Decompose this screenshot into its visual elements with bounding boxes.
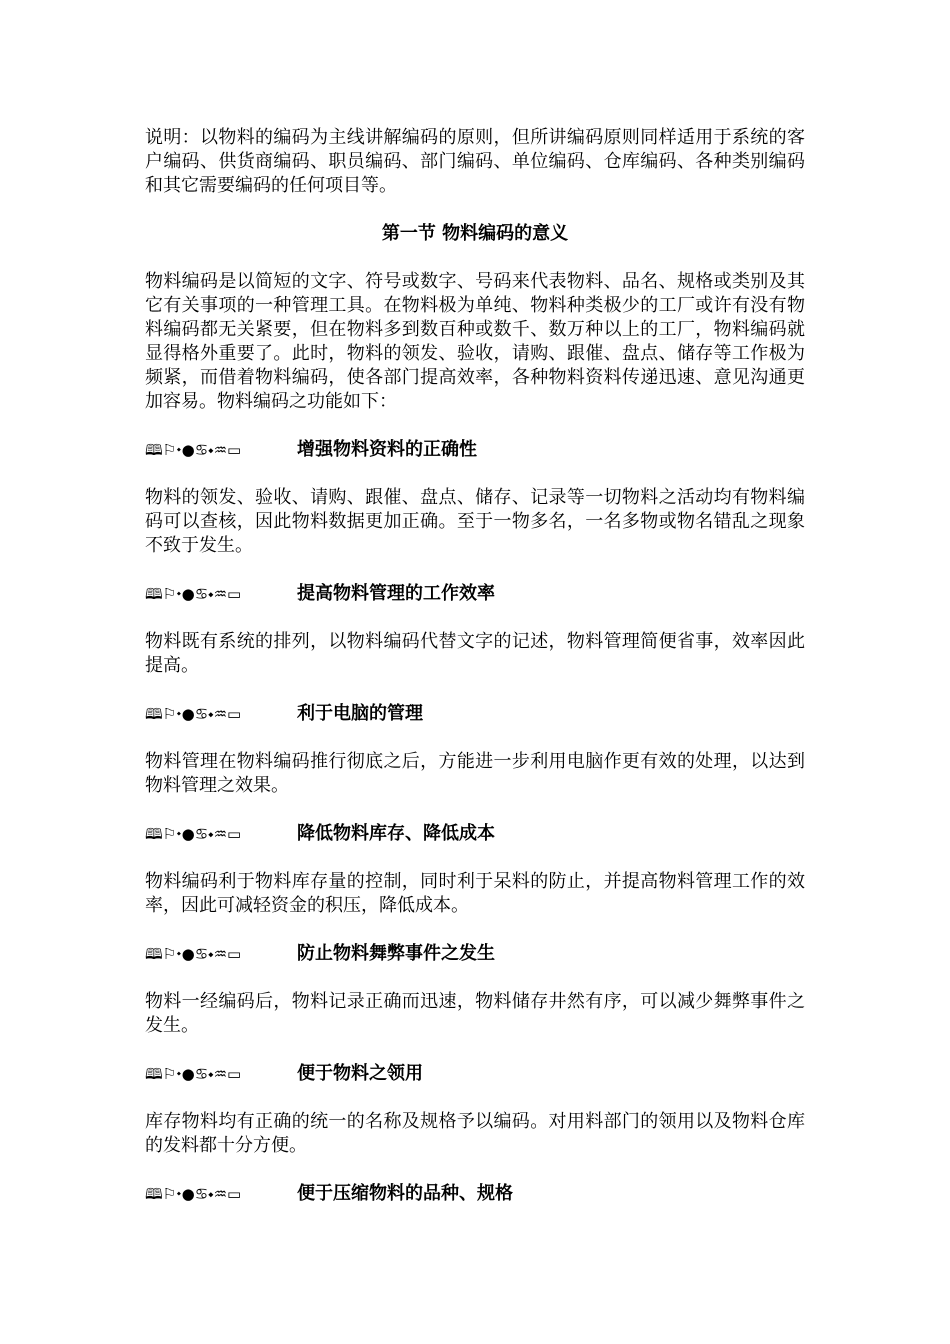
item-title: 提高物料管理的工作效率 [297, 583, 495, 604]
item-title: 降低物料库存、降低成本 [297, 823, 495, 844]
bullet-glyphs-icon: 🕮⚐⬩●♋⬩♒▭ [145, 1065, 242, 1083]
item-title: 增强物料资料的正确性 [297, 439, 477, 460]
bullet-glyphs-icon: 🕮⚐⬩●♋⬩♒▭ [145, 585, 242, 603]
section-body-paragraph: 物料编码是以简短的文字、符号或数字、号码来代表物料、品名、规格或类别及其它有关事项的一种管理工具。在物料极为单纯、物料种类极少的工厂或许有没有物料编码都无关紧要，但在物料多到数百种或数千、数万种以上的工厂，物料编码就显得格外重要了。此时，物料的领发、验收，请购、跟催、盘点、储存等工作极为频紧，而借着物料编码，使各部门提高效率，各种物料资料传递迅速、意见沟通更加容易。物料编码之功能如下： [145, 271, 805, 412]
section-title: 第一节 物料编码的意义 [381, 223, 569, 244]
document-content [145, 126, 805, 1230]
item-heading [145, 702, 805, 726]
item-title: 便于压缩物料的品种、规格 [297, 1183, 513, 1204]
bullet-glyphs-icon: 🕮⚐⬩●♋⬩♒▭ [145, 945, 242, 963]
intro-paragraph: 说明：以物料的编码为主线讲解编码的原则，但所讲编码原则同样适用于系统的客户编码、供货商编码、职员编码、部门编码、单位编码、仓库编码、各种类别编码和其它需要编码的任何项目等。 [145, 127, 805, 196]
item-heading [145, 1182, 805, 1206]
item-title: 便于物料之领用 [297, 1063, 423, 1084]
item-heading [145, 822, 805, 846]
item-body: 物料的领发、验收、请购、跟催、盘点、储存、记录等一切物料之活动均有物料编码可以查核，因此物料数据更加正确。至于一物多名，一名多物或物名错乱之现象不致于发生。 [145, 487, 805, 556]
item-body: 物料编码利于物料库存量的控制，同时利于呆料的防止，并提高物料管理工作的效率，因此可减轻资金的积压，降低成本。 [145, 871, 805, 916]
bullet-glyphs-icon: 🕮⚐⬩●♋⬩♒▭ [145, 825, 242, 843]
item-title: 防止物料舞弊事件之发生 [297, 943, 495, 964]
item-body: 物料既有系统的排列，以物料编码代替文字的记述，物料管理简便省事，效率因此提高。 [145, 631, 805, 676]
item-heading [145, 1062, 805, 1086]
bullet-glyphs-icon: 🕮⚐⬩●♋⬩♒▭ [145, 705, 242, 723]
item-body: 物料管理在物料编码推行彻底之后，方能进一步利用电脑作更有效的处理，以达到物料管理之效果。 [145, 751, 805, 796]
item-title: 利于电脑的管理 [297, 703, 423, 724]
item-body: 物料一经编码后，物料记录正确而迅速，物料储存井然有序，可以减少舞弊事件之发生。 [145, 991, 805, 1036]
item-body: 库存物料均有正确的统一的名称及规格予以编码。对用料部门的领用以及物料仓库的发料都十分方便。 [145, 1111, 805, 1156]
item-heading [145, 438, 805, 462]
bullet-glyphs-icon: 🕮⚐⬩●♋⬩♒▭ [145, 1185, 242, 1203]
bullet-glyphs-icon: 🕮⚐⬩●♋⬩♒▭ [145, 441, 242, 459]
item-heading [145, 942, 805, 966]
item-heading [145, 582, 805, 606]
